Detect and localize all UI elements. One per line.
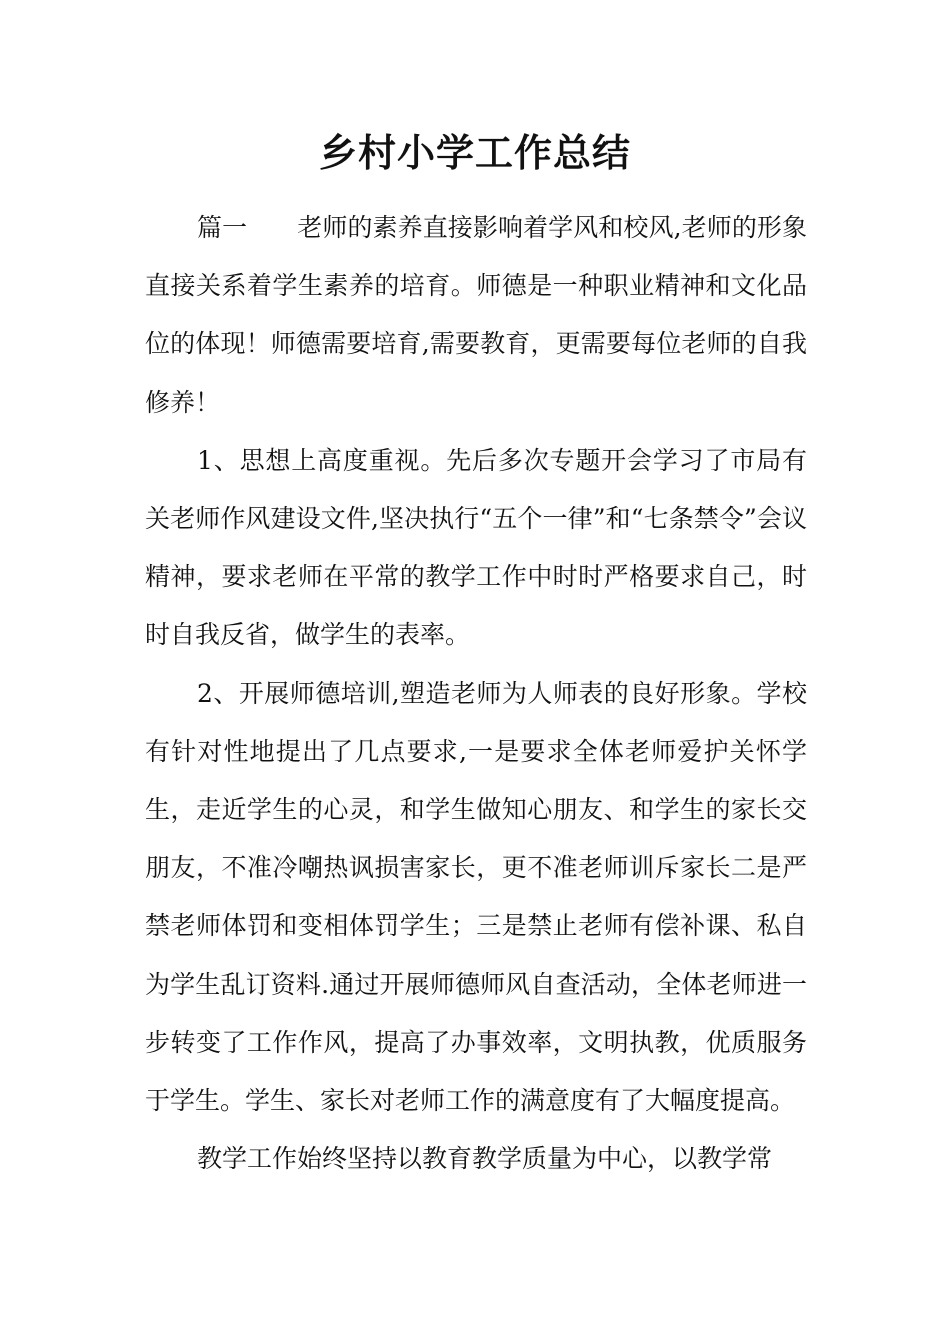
paragraph-3: 2、开展师德培训,塑造老师为人师表的良好形象。学校有针对性地提出了几点要求,一是要求全体老师爱护关怀学生，走近学生的心灵，和学生做知心朋友、和学生的家长交朋友，不准冷嘲热讽损害家长，更不准老师训斥家长二是严禁老师体罚和变相体罚学生；三是禁止老师有偿补课、私自为学生乱订资料.通过开展师德师风自查活动，全体老师进一步转变了工作作风，提高了办事效率，文明执教，优质服务于学生。学生、家长对老师工作的满意度有了大幅度提高。 <box>145 678 807 1116</box>
paragraph-1-text: 老师的素养直接影响着学风和校风,老师的形象直接关系着学生素养的培育。师德是一种职业精神和文化品位的体现！师德需要培育,需要教育，更需要每位老师的自我修养！ <box>145 213 807 417</box>
paragraph-4: 教学工作始终坚持以教育教学质量为中心，以教学常 <box>197 1144 773 1174</box>
section-label: 篇一 <box>197 213 248 242</box>
document-body <box>145 199 807 1188</box>
paragraph-1 <box>145 199 807 432</box>
document-title: 乡村小学工作总结 <box>318 131 631 175</box>
paragraph-2: 1、思想上高度重视。先后多次专题开会学习了市局有关老师作风建设文件,坚决执行“五个一律”和“七条禁令”会议精神，要求老师在平常的教学工作中时时严格要求自己，时时自我反省，做学生的表率。 <box>145 445 807 650</box>
